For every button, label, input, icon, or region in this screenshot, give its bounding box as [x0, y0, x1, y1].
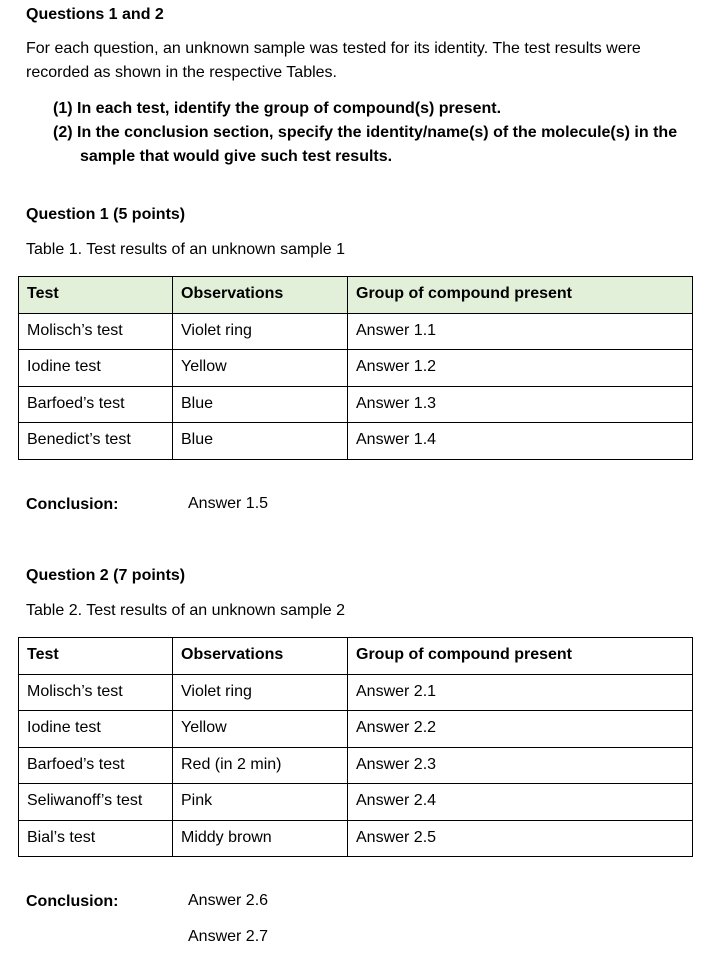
q1-table [18, 276, 693, 460]
q1-conclusion-answer[interactable]: Answer 1.5 [188, 495, 269, 512]
cell-test: Molisch’s test [19, 313, 173, 350]
cell-observation: Blue [173, 386, 348, 423]
table-row [19, 386, 693, 423]
cell-answer[interactable]: Answer 2.2 [348, 711, 693, 748]
cell-answer[interactable]: Answer 1.1 [348, 313, 693, 350]
cell-answer[interactable]: Answer 2.4 [348, 784, 693, 821]
cell-answer[interactable]: Answer 1.4 [348, 423, 693, 460]
header-test: Test [19, 638, 173, 675]
table-row [19, 784, 693, 821]
header-test: Test [19, 277, 173, 314]
cell-answer[interactable]: Answer 2.5 [348, 820, 693, 857]
q1-heading: Question 1 (5 points) [26, 206, 186, 223]
cell-observation: Red (in 2 min) [173, 747, 348, 784]
header-group: Group of compound present [348, 277, 693, 314]
cell-test: Barfoed’s test [19, 747, 173, 784]
instruction-item: (2) In the conclusion section, specify the identity/name(s) of the molecule(s) in the sample that would give such test results. [53, 124, 678, 165]
intro-text: For each question, an unknown sample was tested for its identity. The test results were recorded as shown in the respective Tables. [26, 40, 641, 81]
cell-answer[interactable]: Answer 1.2 [348, 350, 693, 387]
q2-conclusion-answer[interactable]: Answer 2.6 [188, 892, 269, 909]
table-row [19, 674, 693, 711]
table-row [19, 350, 693, 387]
cell-test: Iodine test [19, 350, 173, 387]
cell-test: Molisch’s test [19, 674, 173, 711]
cell-observation: Yellow [173, 711, 348, 748]
q1-conclusion-label: Conclusion: [26, 496, 119, 513]
table-row [19, 711, 693, 748]
table-row [19, 313, 693, 350]
q2-conclusion-answer[interactable]: Answer 2.7 [188, 928, 269, 945]
cell-answer[interactable]: Answer 2.3 [348, 747, 693, 784]
cell-test: Barfoed’s test [19, 386, 173, 423]
table-row [19, 747, 693, 784]
header-observations: Observations [173, 638, 348, 675]
q2-table [18, 637, 693, 857]
cell-answer[interactable]: Answer 1.3 [348, 386, 693, 423]
q2-conclusion-label: Conclusion: [26, 893, 119, 910]
table-row [19, 820, 693, 857]
cell-observation: Yellow [173, 350, 348, 387]
cell-test: Seliwanoff’s test [19, 784, 173, 821]
cell-test: Bial’s test [19, 820, 173, 857]
table-header-row [19, 638, 693, 675]
table-row [19, 423, 693, 460]
cell-observation: Pink [173, 784, 348, 821]
q2-caption: Table 2. Test results of an unknown sample 2 [26, 602, 345, 619]
table-header-row [19, 277, 693, 314]
header-group: Group of compound present [348, 638, 693, 675]
cell-observation: Violet ring [173, 313, 348, 350]
q1-caption: Table 1. Test results of an unknown sample 1 [26, 241, 345, 258]
q2-heading: Question 2 (7 points) [26, 567, 186, 584]
cell-answer[interactable]: Answer 2.1 [348, 674, 693, 711]
header-observations: Observations [173, 277, 348, 314]
instruction-list [53, 97, 713, 169]
intro-heading: Questions 1 and 2 [26, 6, 164, 23]
cell-observation: Violet ring [173, 674, 348, 711]
cell-test: Iodine test [19, 711, 173, 748]
instruction-item: (1) In each test, identify the group of compound(s) present. [53, 100, 502, 117]
cell-test: Benedict’s test [19, 423, 173, 460]
cell-observation: Middy brown [173, 820, 348, 857]
cell-observation: Blue [173, 423, 348, 460]
